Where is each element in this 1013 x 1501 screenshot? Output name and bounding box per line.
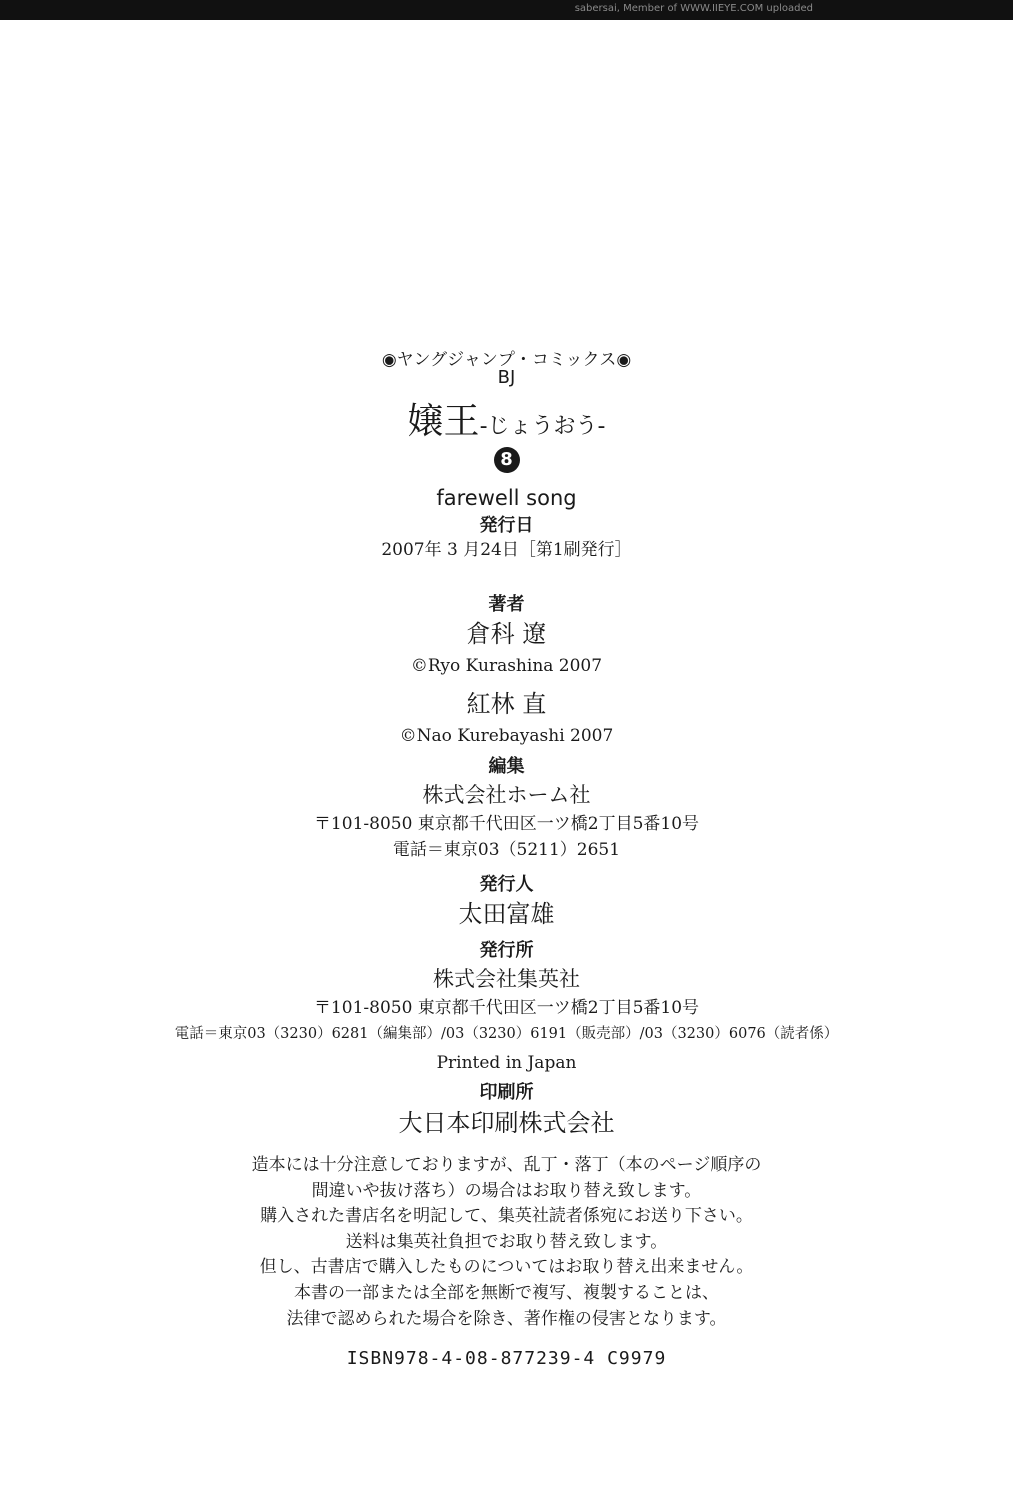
author1-copyright: ©Ryo Kurashina 2007 <box>410 656 603 676</box>
publisher-label: 発行所 <box>479 940 534 961</box>
editor-address: 〒101-8050 東京都千代田区一ツ橋2丁目5番10号 <box>313 814 700 834</box>
title-main: 嬢王 <box>407 401 480 442</box>
editor-company: 株式会社ホーム社 <box>422 783 591 807</box>
editor-phone: 電話＝東京03（5211）2651 <box>392 840 621 860</box>
publisher-phones: 電話＝東京03（3230）6281（編集部）/03（3230）6191（販売部）/03（3230）6076（読者係） <box>174 1026 839 1042</box>
volume-row <box>0 447 1013 481</box>
publisher-address: 〒101-8050 東京都千代田区一ツ橋2丁目5番10号 <box>313 998 700 1018</box>
publisher-person: 太田富雄 <box>458 900 555 928</box>
publisher-person-label: 発行人 <box>479 874 534 895</box>
volume-number: 8 <box>494 447 520 473</box>
author2-name: 紅林 直 <box>466 690 547 718</box>
upload-credit: sabersai, Member of WWW.IIEYE.COM uploaded <box>574 3 813 14</box>
printer: 大日本印刷株式会社 <box>398 1109 615 1137</box>
author2-copyright: ©Nao Kurebayashi 2007 <box>399 726 614 746</box>
notice-line: 送料は集英社負担でお取り替え致します。 <box>345 1231 668 1252</box>
authors-label: 著者 <box>488 594 525 615</box>
issue-date: 2007年 3 月24日［第1刷発行］ <box>381 540 632 560</box>
notice-line: 本書の一部または全部を無断で複写、複製することは、 <box>294 1282 719 1303</box>
editor-label: 編集 <box>488 756 525 777</box>
colophon <box>0 345 1013 1369</box>
publisher-company: 株式会社集英社 <box>433 967 580 991</box>
top-banner <box>0 0 1013 20</box>
notice-line: 但し、古書店で購入したものについてはお取り替え出来ません。 <box>259 1257 754 1278</box>
issue-date-label: 発行日 <box>479 515 534 536</box>
subtitle: farewell song <box>436 486 577 510</box>
printed-in: Printed in Japan <box>436 1053 577 1073</box>
notice-line: 造本には十分注意しておりますが、乱丁・落丁（本のページ順序の <box>251 1155 762 1175</box>
book-title <box>0 397 1013 447</box>
isbn: ISBN978-4-08-877239-4 C9979 <box>346 1348 667 1370</box>
notice-line: 間違いや抜け落ち）の場合はお取り替え致します。 <box>311 1180 702 1201</box>
notice-line: 法律で認められた場合を除き、著作権の侵害となります。 <box>286 1308 727 1329</box>
author1-name: 倉科 遼 <box>466 620 547 648</box>
notice-line: 購入された書店名を明記して、集英社読者係宛にお送り下さい。 <box>260 1206 753 1227</box>
series-name: ◉ヤングジャンプ・コミックス◉ <box>381 350 632 370</box>
label-bj: BJ <box>497 367 516 388</box>
title-reading: -じょうおう- <box>479 414 606 439</box>
printer-label: 印刷所 <box>479 1082 534 1103</box>
notice-block <box>0 1153 1013 1332</box>
